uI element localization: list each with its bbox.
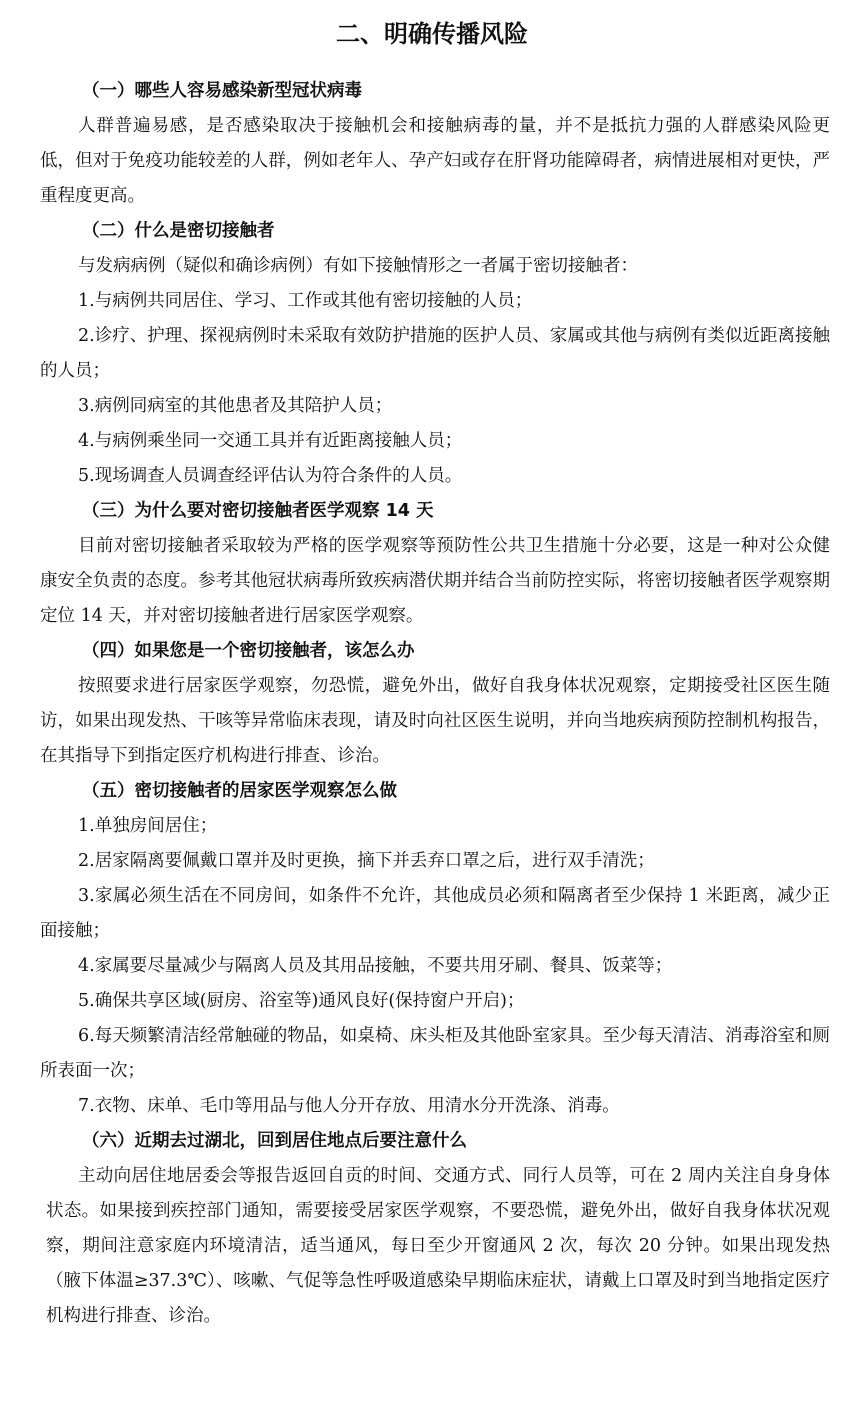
paragraph: 人群普遍易感，是否感染取决于接触机会和接触病毒的量，并不是抵抗力强的人群感染风险更低，但对于免疫功能较差的人群，例如老年人、孕产妇或存在肝肾功能障碍者，病情进展相对更快，严重程度更高。 <box>40 116 830 206</box>
section-3 <box>40 494 830 634</box>
list-item: 2.诊疗、护理、探视病例时未采取有效防护措施的医护人员、家属或其他与病例有类似近距离接触的人员； <box>40 326 830 381</box>
list-item: 5.现场调查人员调查经评估认为符合条件的人员。 <box>78 466 463 486</box>
paragraph: 目前对密切接触者采取较为严格的医学观察等预防性公共卫生措施十分必要，这是一种对公众健康安全负责的态度。参考其他冠状病毒所致疾病潜伏期并结合当前防控实际，将密切接触者医学观察期定位 14 天，并对密切接触者进行居家医学观察。 <box>40 536 830 626</box>
list-item: 1.单独房间居住； <box>78 816 218 836</box>
section-heading: （五）密切接触者的居家医学观察怎么做 <box>82 781 397 801</box>
list-item: 4.家属要尽量减少与隔离人员及其用品接触，不要共用牙刷、餐具、饭菜等； <box>78 956 673 976</box>
section-6 <box>40 1124 830 1334</box>
list-item: 3.家属必须生活在不同房间，如条件不允许，其他成员必须和隔离者至少保持 1 米距离，减少正面接触； <box>40 886 830 941</box>
list-item: 1.与病例共同居住、学习、工作或其他有密切接触的人员； <box>78 291 533 311</box>
list-item: 5.确保共享区域(厨房、浴室等)通风良好(保持窗户开启)； <box>78 991 525 1011</box>
list-item: 4.与病例乘坐同一交通工具并有近距离接触人员； <box>78 431 463 451</box>
paragraph: 与发病病例（疑似和确诊病例）有如下接触情形之一者属于密切接触者： <box>78 256 638 276</box>
list-item: 2.居家隔离要佩戴口罩并及时更换，摘下并丢弃口罩之后，进行双手清洗； <box>78 851 655 871</box>
document-body <box>40 74 830 1334</box>
section-2 <box>40 214 830 494</box>
section-heading: （二）什么是密切接触者 <box>82 221 275 241</box>
page-title: 二、明确传播风险 <box>336 20 528 48</box>
section-4 <box>40 634 830 774</box>
section-heading: （一）哪些人容易感染新型冠状病毒 <box>82 81 362 101</box>
paragraph: 按照要求进行居家医学观察，勿恐慌，避免外出，做好自我身体状况观察，定期接受社区医生随访，如果出现发热、干咳等异常临床表现，请及时向社区医生说明，并向当地疾病预防控制机构报告，在其指导下到指定医疗机构进行排查、诊治。 <box>40 676 830 766</box>
list-item: 7.衣物、床单、毛巾等用品与他人分开存放、用清水分开洗涤、消毒。 <box>78 1096 620 1116</box>
section-5 <box>40 774 830 1124</box>
section-heading: （三）为什么要对密切接触者医学观察 14 天 <box>82 501 434 521</box>
section-heading: （六）近期去过湖北，回到居住地点后要注意什么 <box>82 1131 467 1151</box>
section-heading: （四）如果您是一个密切接触者，该怎么办 <box>82 641 415 661</box>
list-item: 3.病例同病室的其他患者及其陪护人员； <box>78 396 393 416</box>
section-1 <box>40 74 830 214</box>
paragraph: 主动向居住地居委会等报告返回自贡的时间、交通方式、同行人员等，可在 2 周内关注自身身体状态。如果接到疾控部门通知，需要接受居家医学观察，不要恐慌，避免外出，做好自我身体状况观察，期间注意家庭内环境清洁，适当通风，每日至少开窗通风 2 次，每次 20 分钟。如果出现发热（腋下体温≥37.3℃）、咳嗽、气促等急性呼吸道感染早期临床症状，请戴上口罩及时到当地指定医疗机构进行排查、诊治。 <box>46 1166 830 1326</box>
list-item: 6.每天频繁清洁经常触碰的物品，如桌椅、床头柜及其他卧室家具。至少每天清洁、消毒浴室和厕所表面一次； <box>40 1026 830 1081</box>
